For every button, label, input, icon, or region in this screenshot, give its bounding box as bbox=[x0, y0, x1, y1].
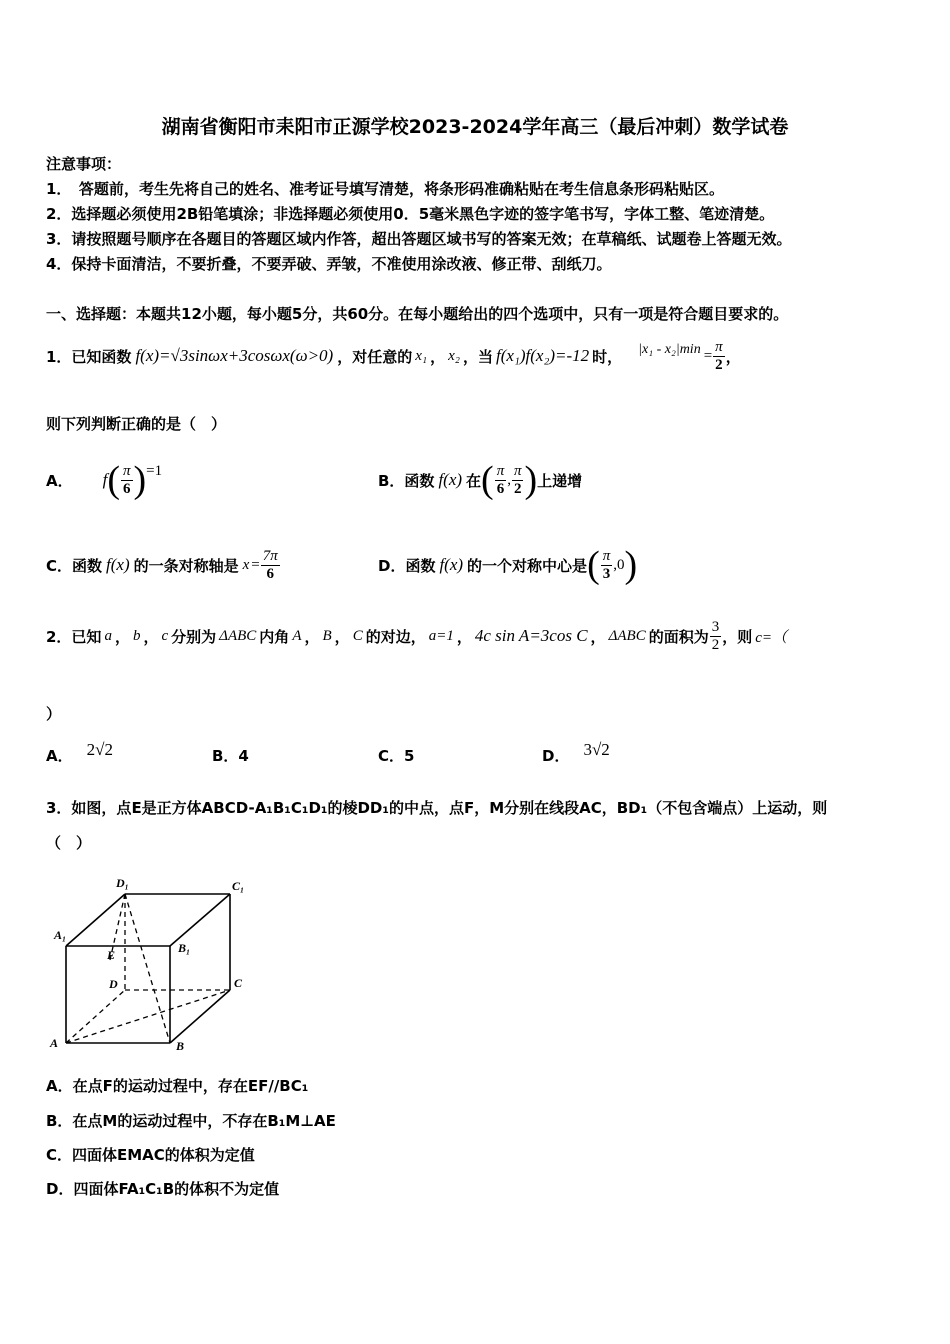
label-b: B bbox=[176, 1039, 185, 1053]
q3-option-b[interactable]: B．在点M的运动过程中，不存在B₁M⊥AE bbox=[46, 1112, 336, 1130]
q1-x1: x₁ bbox=[415, 347, 428, 364]
q1-option-a[interactable]: A． f ( $\frac{\pi}{6}$ ) =1 bbox=[46, 459, 163, 501]
label-c1: C₁ bbox=[232, 879, 245, 893]
label-d1: D₁ bbox=[116, 876, 129, 890]
q2-close-paren: ） bbox=[46, 705, 62, 723]
exam-title: 湖南省衡阳市耒阳市正源学校2023-2024学年高三（最后冲刺）数学试卷 bbox=[161, 116, 789, 138]
q1-min-expression: |x₁ - x₂|min bbox=[638, 342, 701, 357]
label-b1: B₁ bbox=[178, 941, 191, 955]
q1-option-c[interactable]: C．函数 f(x) 的一条对称轴是 x = $\frac{7\pi}{6}$ bbox=[46, 547, 278, 582]
q3-paren: （ ） bbox=[46, 834, 92, 852]
section-1-heading: 一、选择题：本题共12小题，每小题5分，共60分。在每小题给出的四个选项中，只有一项是符合题目要求的。 bbox=[46, 305, 789, 323]
question-1-stem: 1．已知函数 f(x)=√3sinωx+3cosωx(ω>0) ，对任意的 x₁ ， x₂ ，当 f(x₁)f(x₂)=-12 时， |x₁ - x₂|min = $\frac{\pi}{2}$ ， bbox=[46, 338, 741, 373]
q1-option-d[interactable]: D．函数 f(x) 的一个对称中心是 ( $\frac{\pi}{3}$ , 0 ) bbox=[378, 544, 638, 586]
question-2-stem: 2．已知 a ， b ， c 分别为 ΔABC 内角 A ， B ， C 的对边， a=1 ， 4c sin A=3cos C ， ΔABC 的面积为 $\frac{3}{2}$ ，则 c=（ bbox=[46, 618, 788, 653]
q1-text-2: ，当 bbox=[463, 347, 494, 366]
q1-stem-2: 则下列判断正确的是（ ） bbox=[46, 415, 227, 433]
q1-end: ， bbox=[725, 347, 741, 366]
label-e: E bbox=[107, 948, 116, 962]
q2-option-c[interactable]: C．5 bbox=[378, 746, 415, 765]
q3-option-d[interactable]: D．四面体FA₁C₁B的体积不为定值 bbox=[46, 1180, 280, 1198]
q1-condition: f(x₁)f(x₂)=-12 bbox=[496, 346, 590, 365]
notice-heading: 注意事项： bbox=[46, 155, 122, 173]
notice-item-2: 2．选择题必须使用2B铅笔填涂；非选择题必须使用0．5毫米黑色字迹的签字笔书写，字体工整、笔迹清楚。 bbox=[46, 205, 775, 223]
notice-item-1: 1． 答题前，考生先将自己的姓名、准考证号填写清楚，将条形码准确粘贴在考生信息条形码粘贴区。 bbox=[46, 180, 724, 198]
q3-option-c[interactable]: C．四面体EMAC的体积为定值 bbox=[46, 1146, 255, 1164]
q1-prefix: 1．已知函数 bbox=[46, 347, 132, 366]
q2-option-d[interactable]: D． 3√2 bbox=[542, 740, 610, 765]
question-3-stem: 3．如图，点E是正方体ABCD-A₁B₁C₁D₁的棱DD₁的中点，点F，M分别在线段AC，BD₁（不包含端点）上运动，则 bbox=[46, 799, 828, 817]
cube-figure bbox=[48, 872, 258, 1057]
q3-option-a[interactable]: A．在点F的运动过程中，存在EF//BC₁ bbox=[46, 1077, 309, 1095]
q1-pi-over-2: $\frac{\pi}{2}$ bbox=[715, 338, 723, 373]
q1-option-b[interactable]: B．函数 f(x) 在 ( $\frac{\pi}{6}$ , $\frac{\pi}{2}$ ) 上递增 bbox=[378, 459, 583, 501]
q2-option-b[interactable]: B．4 bbox=[212, 746, 249, 765]
q1-x2: x₂ bbox=[448, 347, 460, 364]
q2-option-a[interactable]: A． 2√2 bbox=[46, 740, 113, 765]
label-d: D bbox=[109, 977, 118, 991]
q1-function: f(x)=√3sinωx+3cosωx(ω>0) bbox=[135, 346, 334, 365]
label-c: C bbox=[234, 976, 243, 990]
notice-item-3: 3．请按照题号顺序在各题目的答题区域内作答，超出答题区域书写的答案无效；在草稿纸、试题卷上答题无效。 bbox=[46, 230, 792, 248]
notice-item-4: 4．保持卡面清洁，不要折叠，不要弄破、弄皱，不准使用涂改液、修正带、刮纸刀。 bbox=[46, 255, 612, 273]
label-a1: A₁ bbox=[54, 928, 67, 942]
q1-text-1: ，对任意的 bbox=[337, 347, 413, 366]
label-a: A bbox=[50, 1036, 59, 1050]
q1-text-3: 时， bbox=[592, 347, 623, 366]
